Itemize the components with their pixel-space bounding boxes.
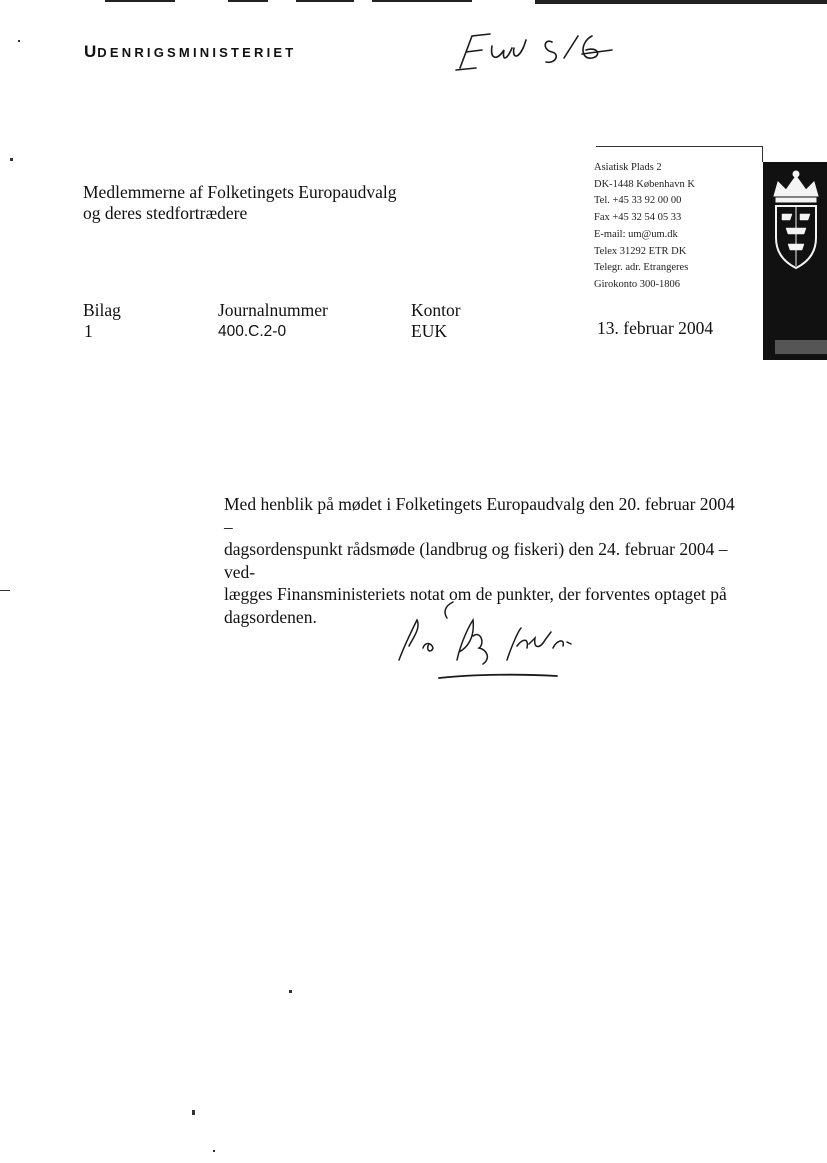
bilag-value: 1 <box>84 321 93 341</box>
body-line: Med henblik på mødet i Folketingets Europaudvalg den 20. februar 2004 – <box>224 494 735 537</box>
body-line: dagsordenen. <box>224 606 317 627</box>
address-line: Girokonto 300-1806 <box>594 278 681 290</box>
bilag-label: Bilag <box>83 300 121 320</box>
scan-speck <box>10 158 13 161</box>
journal-label: Journalnummer <box>218 300 328 320</box>
kontor-label: Kontor <box>411 300 461 320</box>
recipient-line: og deres stedfortrædere <box>83 203 248 223</box>
address-line: E-mail: um@um.dk <box>594 228 678 240</box>
address-line: Telex 31292 ETR DK <box>594 245 687 257</box>
body-line: dagsordenspunkt rådsmøde (landbrug og fiskeri) den 24. februar 2004 – ved- <box>224 539 728 582</box>
scan-noise <box>775 340 827 354</box>
scan-speck <box>289 990 292 993</box>
address-rule <box>596 146 762 147</box>
address-line: Tel. +45 33 92 00 00 <box>594 195 682 207</box>
body-line: lægges Finansministeriets notat om de punkter, der forventes optaget på <box>224 584 727 604</box>
address-line: Asiatisk Plads 2 <box>594 162 662 173</box>
scan-speck <box>192 1110 195 1115</box>
royal-crest-icon <box>768 168 824 278</box>
scan-speck <box>0 590 10 591</box>
recipient-line: Medlemmerne af Folketingets Europaudvalg <box>83 182 397 202</box>
address-line: Fax +45 32 54 05 33 <box>594 212 682 224</box>
ministry-name: UDENRIGSMINISTERIET <box>84 42 297 61</box>
address-line: Telegr. adr. Etrangeres <box>594 262 689 274</box>
address-line: DK-1448 København K <box>594 178 695 190</box>
sender-address <box>594 160 695 294</box>
scan-speck <box>213 1150 215 1152</box>
address-rule-tick <box>762 146 763 162</box>
scan-speck <box>18 40 20 42</box>
kontor-value: EUK <box>411 321 447 341</box>
scan-edge-artifact <box>0 0 827 6</box>
handwritten-reference <box>452 28 622 76</box>
letter-date: 13. februar 2004 <box>597 318 714 338</box>
recipient-block <box>83 182 396 224</box>
journal-value: 400.C.2-0 <box>218 323 287 340</box>
handwritten-signature <box>395 598 595 688</box>
